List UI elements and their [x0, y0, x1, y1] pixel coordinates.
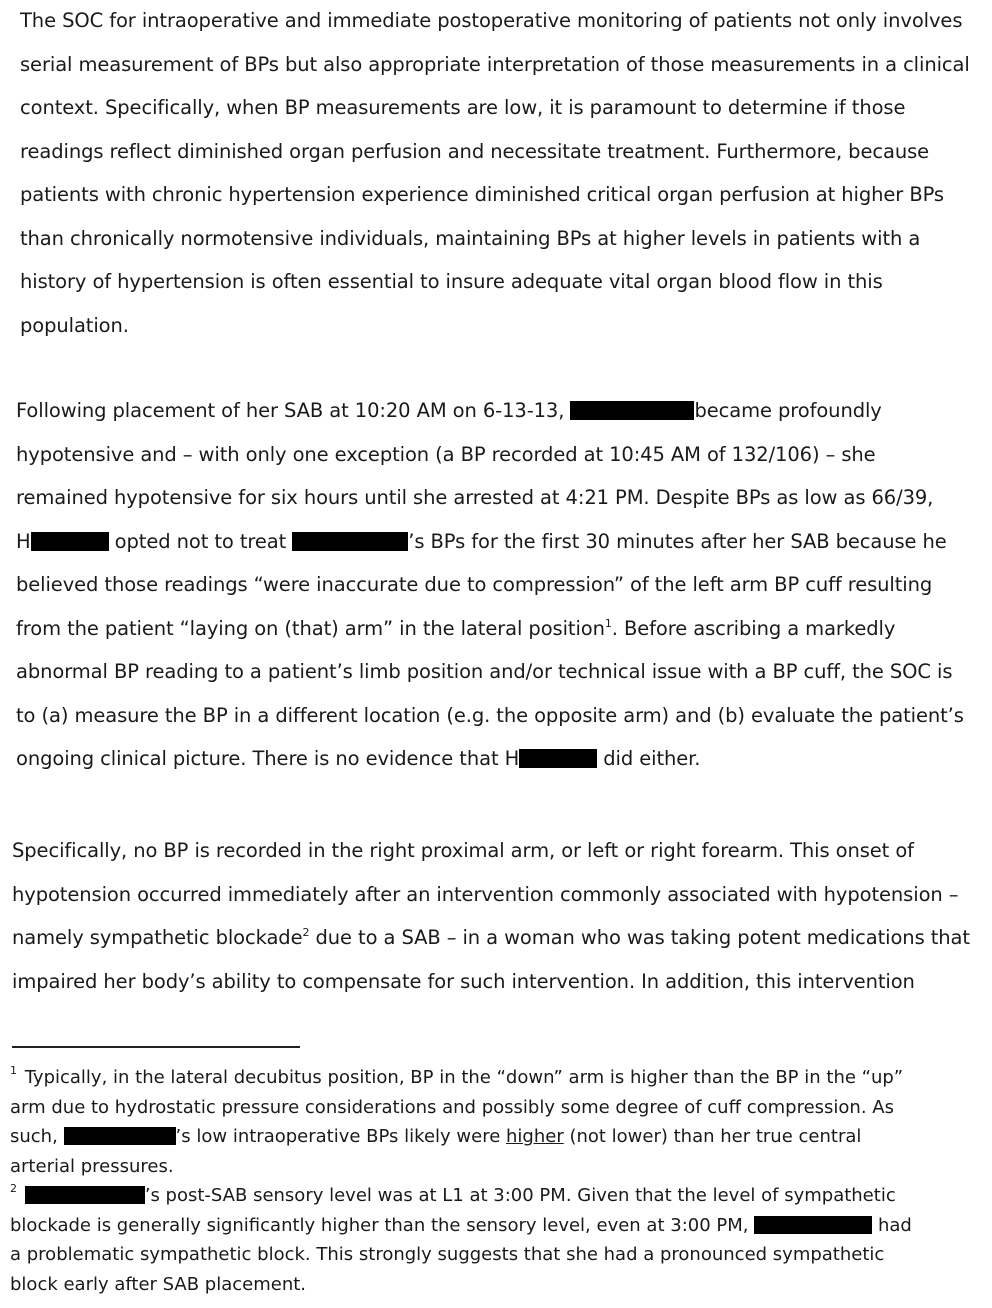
text-line: arm due to hydrostatic pressure considerations and possibly some degree of cuff compression. As	[10, 1096, 894, 1118]
text-line	[10, 1063, 985, 1093]
text-segment: did either.	[597, 747, 701, 770]
text-line: than chronically normotensive individuals, maintaining BPs at higher levels in patients with a	[20, 226, 921, 250]
text-line: hypotensive and – with only one exception (a BP recorded at 10:45 AM of 132/106) – she	[16, 442, 876, 466]
text-segment: ’s low intraoperative BPs likely were	[175, 1126, 506, 1147]
redaction-bar	[570, 401, 694, 420]
redaction-bar	[25, 1186, 145, 1204]
footnote-2	[10, 1181, 985, 1299]
footnotes	[10, 1063, 985, 1299]
text-line: patients with chronic hypertension experience diminished critical organ perfusion at higher BPs	[20, 183, 944, 206]
text-segment: such,	[10, 1126, 64, 1147]
text-line	[10, 1211, 985, 1241]
redaction-bar	[292, 532, 408, 551]
text-segment: H	[16, 529, 31, 553]
text-segment: had	[872, 1214, 912, 1236]
redaction-bar	[754, 1216, 872, 1234]
text-line: block early after SAB placement.	[10, 1273, 307, 1295]
text-segment: . Before ascribing a markedly	[611, 616, 896, 640]
text-line: serial measurement of BPs but also appropriate interpretation of those measurements in a clinical	[20, 52, 970, 76]
text-line: a problematic sympathetic block. This strongly suggests that she had a pronounced sympathetic	[10, 1244, 885, 1265]
text-segment: ’s BPs for the first 30 minutes after her SAB because he	[408, 529, 947, 553]
text-segment: blockade is generally significantly higher than the sensory level, even at 3:00 PM,	[10, 1214, 755, 1236]
text-segment: due to a SAB – in a woman who was taking potent medications that	[309, 926, 970, 949]
text-segment: (not lower) than her true central	[563, 1126, 862, 1147]
paragraph-bp-location	[12, 829, 987, 1003]
text-line	[16, 389, 984, 433]
text-line: arterial pressures.	[10, 1155, 174, 1177]
text-segment: became profoundly	[694, 399, 882, 422]
text-line	[10, 1122, 985, 1152]
text-line: context. Specifically, when BP measurements are low, it is paramount to determine if those	[20, 96, 906, 119]
text-segment: opted not to treat	[108, 529, 293, 553]
redaction-bar	[519, 749, 597, 768]
text-line: The SOC for intraoperative and immediate postoperative monitoring of patients not only involves	[20, 9, 963, 32]
text-line: remained hypotensive for six hours until she arrested at 4:21 PM. Despite BPs as low as 66/39,	[16, 486, 934, 509]
text-line: to (a) measure the BP in a different location (e.g. the opposite arm) and (b) evaluate the patient’s	[16, 703, 964, 727]
text-segment: ongoing clinical picture. There is no evidence that H	[16, 747, 520, 770]
text-line: abnormal BP reading to a patient’s limb position and/or technical issue with a BP cuff, the SOC is	[16, 660, 953, 683]
footnote-1	[10, 1063, 985, 1181]
text-line: Specifically, no BP is recorded in the right proximal arm, or left or right forearm. This onset of	[12, 839, 914, 862]
text-line: believed those readings “were inaccurate due to compression” of the left arm BP cuff resulting	[16, 573, 933, 596]
text-segment: namely sympathetic blockade	[12, 926, 303, 949]
text-line	[16, 737, 984, 781]
text-segment: from the patient “laying on (that) arm” in the lateral position	[16, 616, 605, 640]
text-line	[12, 916, 987, 960]
footnote-reference[interactable]: 2	[302, 926, 310, 939]
text-line: impaired her body’s ability to compensate for such intervention. In addition, this intervention	[12, 969, 915, 993]
text-line: readings reflect diminished organ perfusion and necessitate treatment. Furthermore, because	[20, 139, 930, 163]
footnote-number: 1	[10, 1064, 17, 1077]
text-segment: Typically, in the lateral decubitus position, BP in the “down” arm is higher than the BP in the “up”	[19, 1067, 904, 1088]
text-line: population.	[20, 313, 129, 337]
text-line	[16, 607, 984, 651]
paragraph-soc-monitoring	[20, 0, 985, 347]
redaction-bar	[31, 532, 109, 551]
paragraph-sab-hypotension	[16, 389, 984, 781]
text-segment: ’s post-SAB sensory level was at L1 at 3:00 PM. Given that the level of sympathetic	[144, 1185, 896, 1206]
text-line: hypotension occurred immediately after an intervention commonly associated with hypotension –	[12, 882, 959, 906]
footnote-number: 2	[10, 1182, 17, 1195]
text-line: history of hypertension is often essential to insure adequate vital organ blood flow in this	[20, 270, 883, 293]
footnote-divider	[12, 1046, 300, 1048]
text-line	[16, 520, 984, 564]
text-line	[10, 1181, 985, 1211]
text-segment: Following placement of her SAB at 10:20 AM on 6-13-13,	[16, 399, 571, 422]
underlined-word: higher	[506, 1126, 564, 1147]
redaction-bar	[64, 1127, 176, 1145]
footnote-reference[interactable]: 1	[604, 616, 612, 630]
